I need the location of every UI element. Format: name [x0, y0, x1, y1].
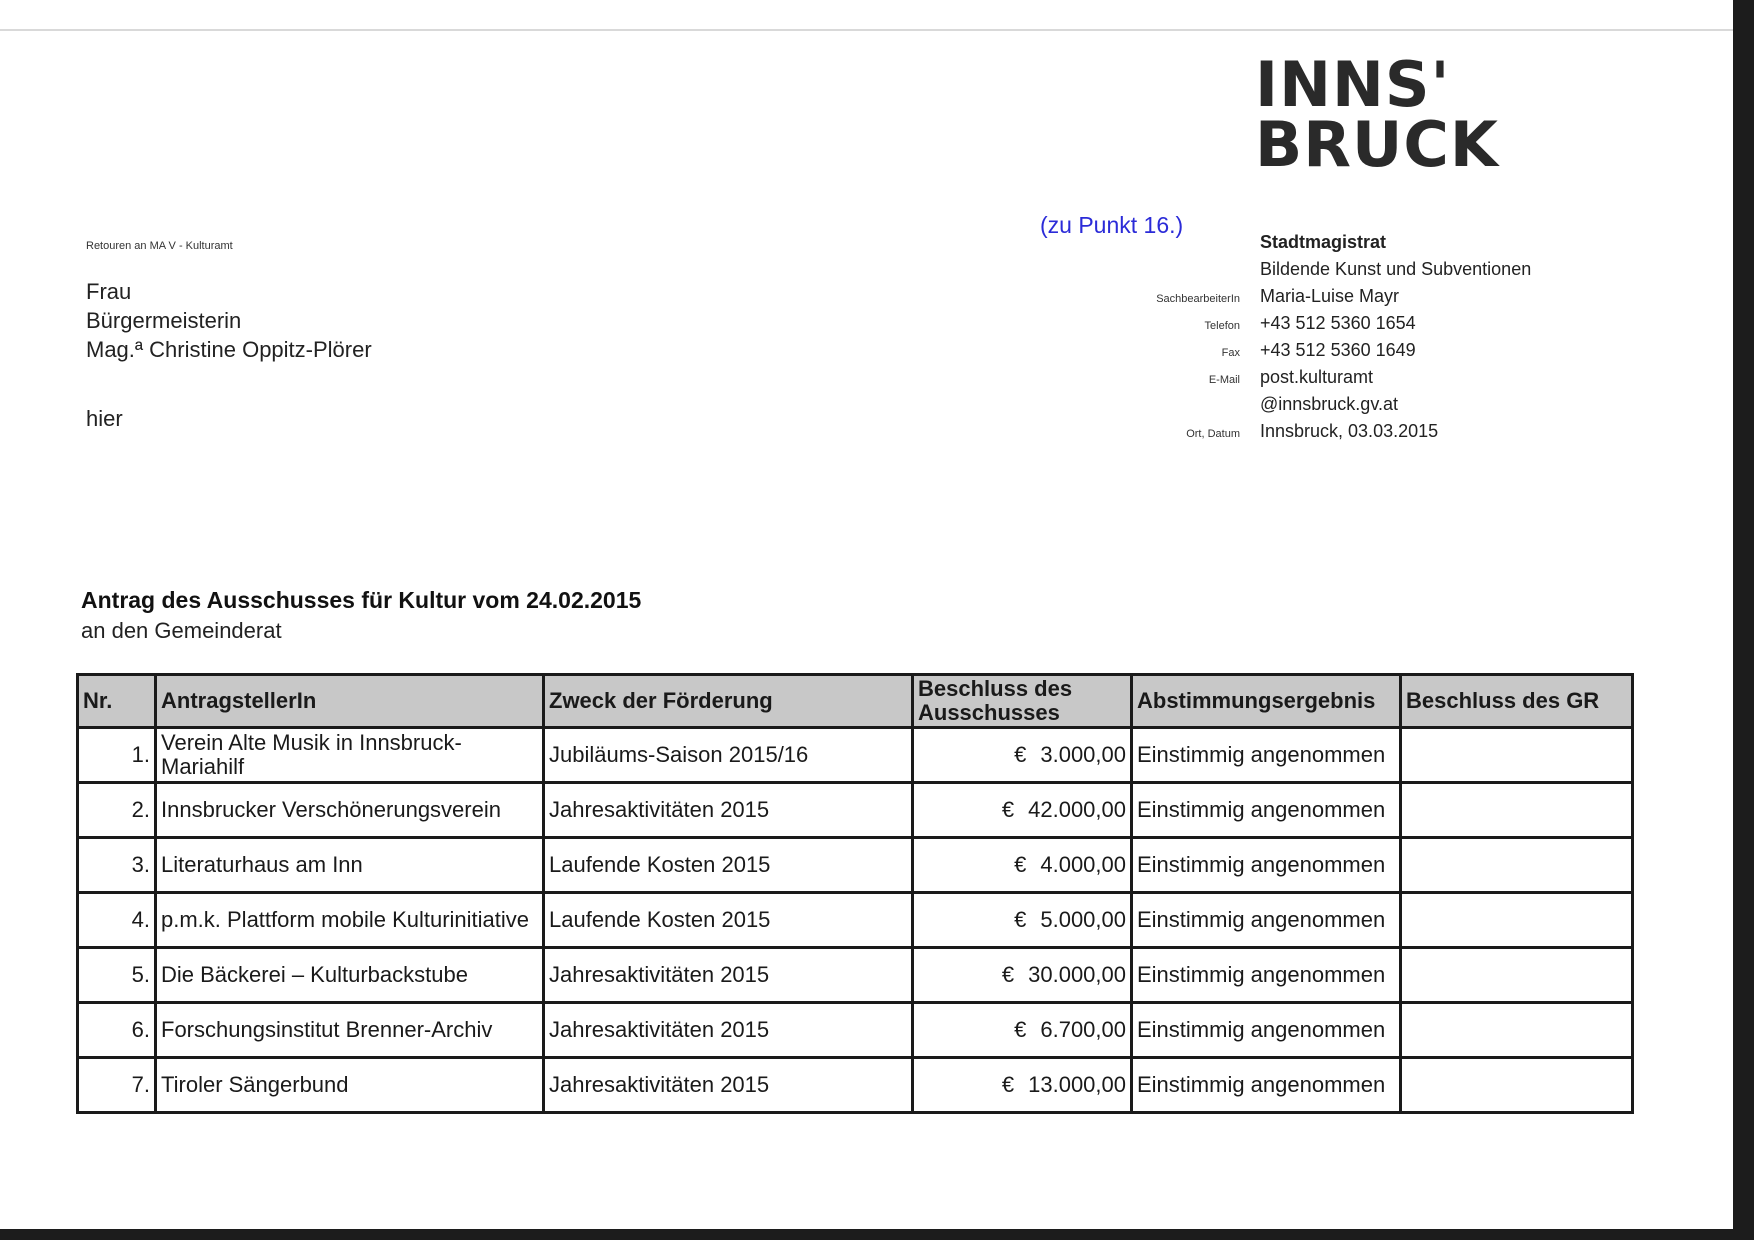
header-purpose: Zweck der Förderung	[544, 675, 913, 728]
row-purpose: Laufende Kosten 2015	[544, 893, 913, 948]
row-vote-result: Einstimmig angenommen	[1132, 948, 1401, 1003]
currency-symbol: €	[1001, 962, 1015, 987]
currency-symbol: €	[1014, 1017, 1027, 1042]
row-amount: 13.000,00	[1028, 1072, 1126, 1097]
recipient-location: hier	[86, 406, 123, 431]
row-applicant: p.m.k. Plattform mobile Kulturinitiative	[156, 893, 544, 948]
row-council-decision	[1401, 948, 1633, 1003]
row-purpose: Jahresaktivitäten 2015	[544, 948, 913, 1003]
table-row	[78, 1058, 1633, 1113]
header-nr: Nr.	[78, 675, 156, 728]
table-header-row	[78, 675, 1633, 728]
row-council-decision	[1401, 728, 1633, 783]
row-purpose: Laufende Kosten 2015	[544, 838, 913, 893]
table-row	[78, 893, 1633, 948]
row-council-decision	[1401, 838, 1633, 893]
email-line-1: post.kulturamt	[1260, 367, 1374, 387]
header-applicant: AntragstellerIn	[156, 675, 544, 728]
row-amount: 42.000,00	[1028, 797, 1126, 822]
table-row	[78, 948, 1633, 1003]
scan-top-rule	[0, 29, 1733, 31]
table-row	[78, 838, 1633, 893]
scan-bottom-edge	[0, 1229, 1754, 1240]
sender-unit: Bildende Kunst und Subventionen	[1260, 259, 1532, 279]
row-vote-result: Einstimmig angenommen	[1132, 728, 1401, 783]
currency-symbol: €	[1014, 742, 1027, 767]
agenda-reference: (zu Punkt 16.)	[1040, 212, 1184, 238]
row-purpose: Jahresaktivitäten 2015	[544, 1003, 913, 1058]
row-amount-cell	[913, 1058, 1132, 1113]
row-vote-result: Einstimmig angenommen	[1132, 1003, 1401, 1058]
scan-right-edge	[1733, 0, 1754, 1240]
currency-symbol: €	[1001, 1072, 1015, 1097]
fax-number: +43 512 5360 1649	[1260, 340, 1416, 360]
table-row	[78, 1003, 1633, 1058]
row-applicant: Die Bäckerei – Kulturbackstube	[156, 948, 544, 1003]
header-vote-result: Abstimmungsergebnis	[1132, 675, 1401, 728]
row-applicant: Forschungsinstitut Brenner-Archiv	[156, 1003, 544, 1058]
logo-line-1: INNS'	[1255, 48, 1451, 121]
fax-label: Fax	[1221, 347, 1240, 359]
currency-symbol: €	[1014, 907, 1027, 932]
row-amount-cell	[913, 783, 1132, 838]
row-number: 7.	[78, 1058, 156, 1113]
logo-line-2: BRUCK	[1255, 108, 1499, 181]
place-date: Innsbruck, 03.03.2015	[1260, 421, 1439, 441]
row-purpose: Jahresaktivitäten 2015	[544, 783, 913, 838]
recipient-name: Mag.ª Christine Oppitz-Plörer	[86, 337, 372, 362]
recipient-salutation: Frau	[86, 279, 132, 304]
email-line-2: @innsbruck.gv.at	[1260, 394, 1398, 414]
header-council-decision: Beschluss des GR	[1401, 675, 1633, 728]
row-number: 2.	[78, 783, 156, 838]
table-row	[78, 783, 1633, 838]
row-number: 3.	[78, 838, 156, 893]
grants-table	[76, 673, 1634, 1114]
email-label: E-Mail	[1208, 374, 1240, 386]
row-amount: 6.700,00	[1040, 1017, 1126, 1042]
sender-department: Stadtmagistrat	[1260, 232, 1387, 252]
return-address: Retouren an MA V - Kulturamt	[86, 240, 233, 252]
row-amount: 4.000,00	[1040, 852, 1126, 877]
currency-symbol: €	[1014, 852, 1027, 877]
row-number: 1.	[78, 728, 156, 783]
row-amount-cell	[913, 838, 1132, 893]
innsbruck-logo	[1255, 48, 1499, 181]
recipient-title: Bürgermeisterin	[86, 308, 242, 333]
document-title: Antrag des Ausschusses für Kultur vom 24.02.2015	[81, 587, 642, 613]
phone-number: +43 512 5360 1654	[1260, 313, 1416, 333]
row-purpose: Jubiläums-Saison 2015/16	[544, 728, 913, 783]
phone-label: Telefon	[1204, 320, 1240, 332]
row-applicant: Innsbrucker Verschönerungsverein	[156, 783, 544, 838]
recipient-block	[86, 277, 372, 433]
row-council-decision	[1401, 783, 1633, 838]
header-committee-decision: Beschluss des Ausschusses	[913, 675, 1132, 728]
clerk-name: Maria-Luise Mayr	[1260, 286, 1400, 306]
row-vote-result: Einstimmig angenommen	[1132, 783, 1401, 838]
row-applicant: Verein Alte Musik in Innsbruck-Mariahilf	[156, 728, 544, 783]
row-amount: 3.000,00	[1040, 742, 1126, 767]
document-subtitle: an den Gemeinderat	[81, 618, 282, 643]
row-number: 6.	[78, 1003, 156, 1058]
row-council-decision	[1401, 1003, 1633, 1058]
row-amount: 5.000,00	[1040, 907, 1126, 932]
sender-block	[1020, 232, 1580, 448]
row-amount-cell	[913, 893, 1132, 948]
currency-symbol: €	[1001, 797, 1015, 822]
row-vote-result: Einstimmig angenommen	[1132, 1058, 1401, 1113]
document-heading	[81, 587, 641, 644]
row-vote-result: Einstimmig angenommen	[1132, 893, 1401, 948]
row-applicant: Literaturhaus am Inn	[156, 838, 544, 893]
row-vote-result: Einstimmig angenommen	[1132, 838, 1401, 893]
row-amount: 30.000,00	[1028, 962, 1126, 987]
row-number: 5.	[78, 948, 156, 1003]
place-date-label: Ort, Datum	[1186, 428, 1240, 440]
clerk-label: SachbearbeiterIn	[1156, 293, 1240, 305]
row-applicant: Tiroler Sängerbund	[156, 1058, 544, 1113]
row-number: 4.	[78, 893, 156, 948]
row-amount-cell	[913, 948, 1132, 1003]
row-council-decision	[1401, 893, 1633, 948]
row-amount-cell	[913, 728, 1132, 783]
row-amount-cell	[913, 1003, 1132, 1058]
row-council-decision	[1401, 1058, 1633, 1113]
row-purpose: Jahresaktivitäten 2015	[544, 1058, 913, 1113]
table-row	[78, 728, 1633, 783]
